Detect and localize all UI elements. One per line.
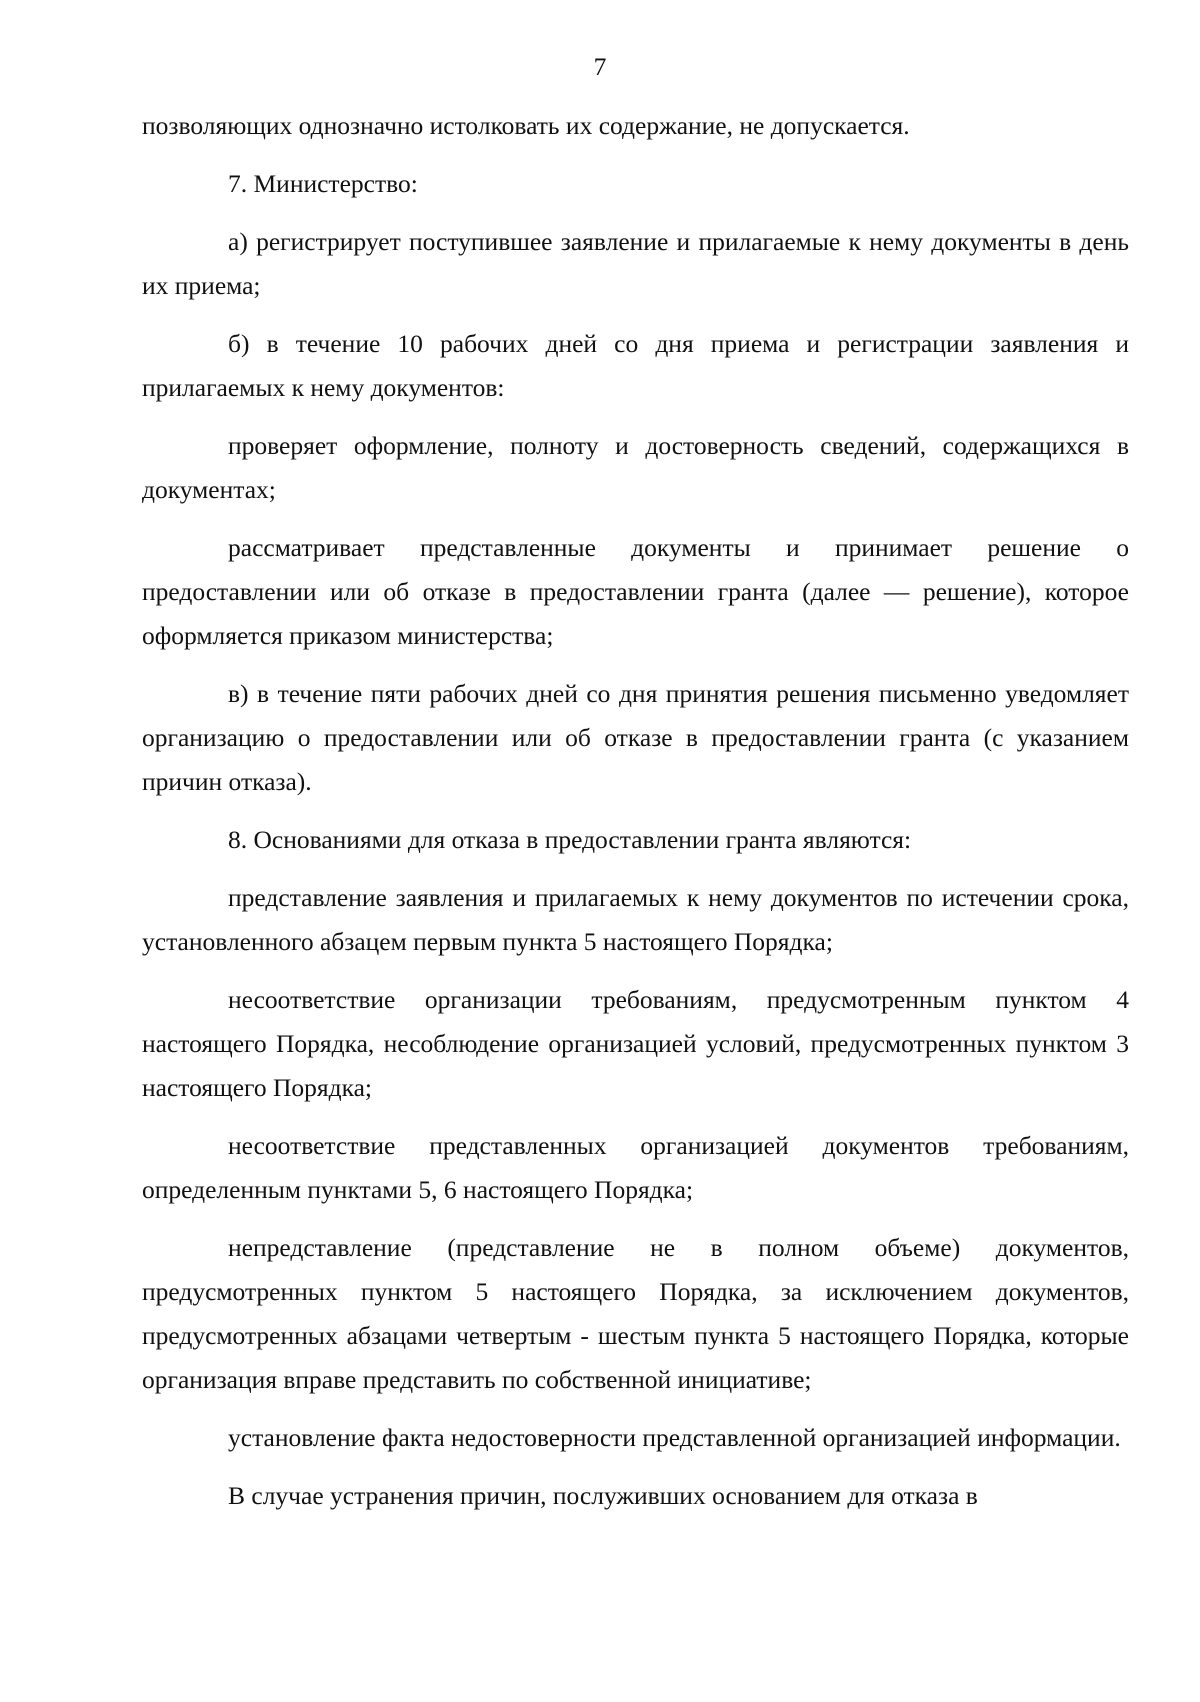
- paragraph-8-ground-4: непредставление (представление не в полном объеме) документов, предусмотренных пунктом 5 настоящего Порядка, за исключением документов, предусмотренных абзацами четвертым - шестым пункта 5 настоящего Порядка, которые организация вправе представить по собственной инициативе;: [142, 1233, 1129, 1394]
- paragraph-continuation: позволяющих однозначно истолковать их содержание, не допускается.: [142, 111, 910, 140]
- page-number: 7: [593, 52, 607, 81]
- paragraph-7b-check: проверяет оформление, полноту и достоверность сведений, содержащихся в документах;: [142, 431, 1129, 504]
- paragraph-item-7: 7. Министерство:: [228, 169, 418, 198]
- paragraph-elimination: В случае устранения причин, послуживших основанием для отказа в: [228, 1481, 978, 1510]
- paragraph-7b: б) в течение 10 рабочих дней со дня приема и регистрации заявления и прилагаемых к нему документов:: [142, 329, 1129, 402]
- paragraph-7b-review: рассматривает представленные документы и принимает решение о предоставлении или об отказе в предоставлении гранта (далее — решение), которое оформляется приказом министерства;: [142, 533, 1129, 650]
- paragraph-item-8: 8. Основаниями для отказа в предоставлении гранта являются:: [228, 825, 912, 854]
- paragraph-8-ground-5: установление факта недостоверности представленной организацией информации.: [228, 1423, 1121, 1452]
- paragraph-8-ground-1: представление заявления и прилагаемых к нему документов по истечении срока, установленного абзацем первым пункта 5 настоящего Порядка;: [142, 883, 1129, 956]
- paragraph-8-ground-2: несоответствие организации требованиям, предусмотренным пунктом 4 настоящего Порядка, несоблюдение организацией условий, предусмотренных пунктом 3 настоящего Порядка;: [142, 985, 1129, 1102]
- paragraph-7v: в) в течение пяти рабочих дней со дня принятия решения письменно уведомляет организацию о предоставлении или об отказе в предоставлении гранта (с указанием причин отказа).: [142, 679, 1129, 796]
- paragraph-7a: а) регистрирует поступившее заявление и прилагаемые к нему документы в день их приема;: [142, 227, 1129, 300]
- paragraph-8-ground-3: несоответствие представленных организацией документов требованиям, определенным пунктами 5, 6 настоящего Порядка;: [142, 1131, 1129, 1204]
- document-body: [142, 104, 1129, 1532]
